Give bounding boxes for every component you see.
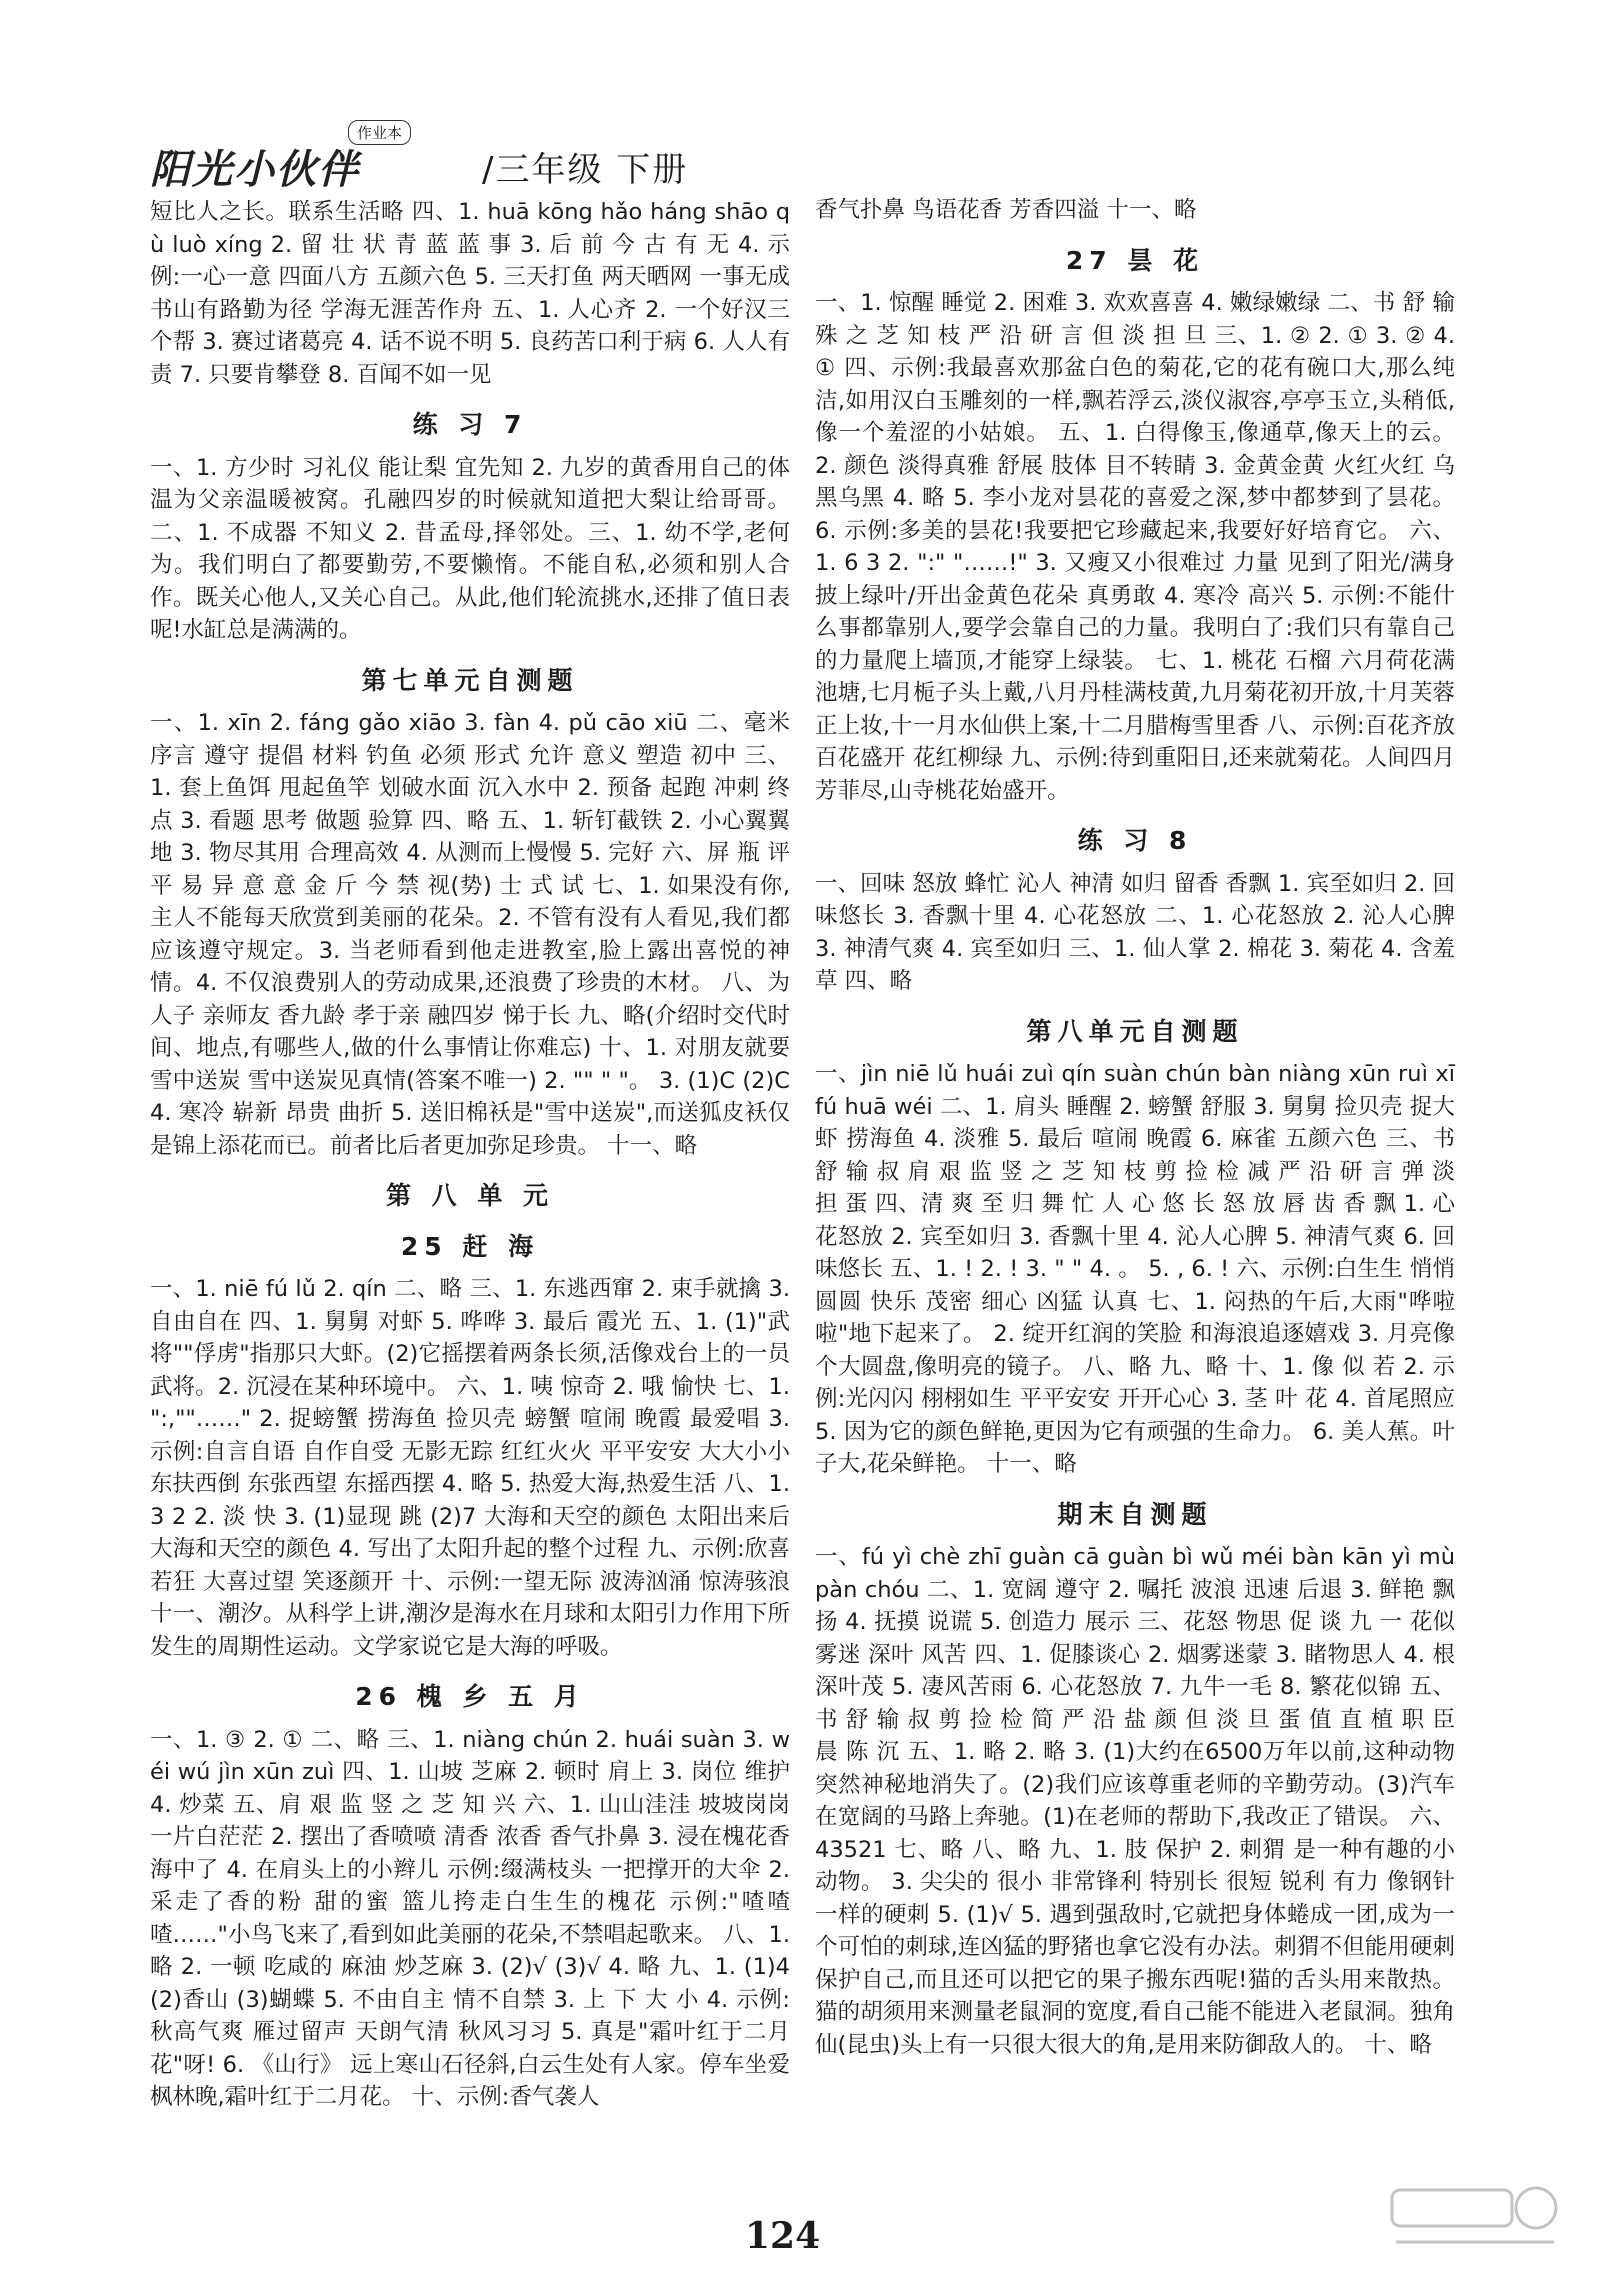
answer-paragraph: 一、jìn niē lǔ huái zuì qín suàn chún bàn niàng xūn ruì xī fú huā wéi 二、1. 肩头 睡醒 2. 螃蟹 舒服 3. 舅舅 捡贝壳 捉大虾 捞海鱼 4. 淡雅 5. 最后 喧闹 晚霞 6. 麻雀 五颜六色 三、书 舒 输 叔 肩 艰 监 竖 之 芝 知 枝 剪 捡 检 减 严 沿 研 言 弹 淡 担 蛋 四、清 爽 至 归 舞 忙 人 心 悠 长 怒 放 唇 齿 香 飘 1. 心花怒放 2. 宾至如归 3. 香飘十里 4. 沁人心脾 5. 神清气爽 6. 回味悠长 五、1. ! 2. ! 3. " " 4. 。 5. , 6. ! 六、示例:白生生 悄悄 圆圆 快乐 茂密 细心 凶猛 认真 七、1. 闷热的午后,大雨"哗啦啦"地下起来了。 2. 绽开红润的笑脸 和海浪追逐嬉戏 3. 月亮像个大圆盘,像明亮的镜子。 八、略 九、略 十、1. 像 似 若 2. 示例:光闪闪 栩栩如生 平平安安 开开心心 3. 茎 叶 花 4. 首尾照应 5. 因为它的颜色鲜艳,更因为它有顽强的生命力。 6. 美人蕉。叶子大,花朵鲜艳。 十一、略 (815, 1061, 1455, 1477)
page-header (150, 120, 1470, 193)
section-heading: 第八单元自测题 (1026, 1016, 1244, 1046)
section-heading: 练 习 8 (1077, 826, 1193, 855)
brand-logo: 阳光小伙伴 (150, 146, 360, 193)
left-column (150, 196, 790, 2114)
answer-paragraph: 短比人之长。联系生活略 四、1. huā kōng hǎo háng shāo qù luò xíng 2. 留 壮 状 青 蓝 蓝 事 3. 后 前 今 古 有 无 4. 示例:一心一意 四面八方 五颜六色 5. 三天打鱼 两天晒网 一事无成 书山有路勤为径 学海无涯苦作舟 五、1. 人心齐 2. 一个好汉三个帮 3. 赛过诸葛亮 4. 话不说不明 5. 良药苦口利于病 6. 人人有责 7. 只要肯攀登 8. 百闻不如一见 (150, 199, 790, 388)
section-heading: 期末自测题 (1057, 1499, 1213, 1529)
page-number: 124 (745, 2215, 821, 2257)
grade-label: /三年级 下册 (482, 150, 689, 190)
workbook-badge: 作业本 (348, 120, 411, 145)
section-heading: 第 八 单 元 (385, 1181, 555, 1210)
answer-paragraph: 一、1. 方少时 习礼仪 能让梨 宜先知 2. 九岁的黄香用自己的体温为父亲温暖被窝。孔融四岁的时候就知道把大梨让给哥哥。二、1. 不成器 不知义 2. 昔孟母,择邻处。三、1. 幼不学,老何为。我们明白了都要勤劳,不要懒惰。不能自私,必须和别人合作。既关心他人,又关心自己。从此,他们轮流挑水,还排了值日表呢!水缸总是满满的。 (150, 454, 790, 643)
section-heading: 25 赶 海 (400, 1231, 540, 1261)
section-heading: 26 槐 乡 五 月 (355, 1682, 585, 1711)
right-column (815, 194, 1455, 2061)
answer-paragraph: 一、回味 怒放 蜂忙 沁人 神清 如归 留香 香飘 1. 宾至如归 2. 回味悠长 3. 香飘十里 4. 心花怒放 二、1. 心花怒放 2. 沁人心脾 3. 神清气爽 4. 宾至如归 三、1. 仙人掌 2. 棉花 3. 菊花 4. 含羞草 四、略 (815, 870, 1455, 994)
answer-paragraph: 香气扑鼻 鸟语花香 芳香四溢 十一、略 (815, 197, 1197, 223)
watermark-logo (1386, 2180, 1561, 2260)
answer-paragraph: 一、fú yì chè zhī guàn cā guàn bì wǔ méi bàn kān yì mù pàn chóu 二、1. 宽阔 遵守 2. 嘱托 波浪 迅速 后退 3. 鲜艳 飘扬 4. 抚摸 说谎 5. 创造力 展示 三、花怒 物思 促 谈 九 一 花似 雾迷 深叶 风苦 四、1. 促膝谈心 2. 烟雾迷蒙 3. 睹物思人 4. 根深叶茂 5. 凄风苦雨 6. 心花怒放 7. 九牛一毛 8. 繁花似锦 五、书 舒 输 叔 剪 捡 检 简 严 沿 盐 颜 但 淡 旦 蛋 值 直 植 职 臣 晨 陈 沉 五、1. 略 2. 略 3. (1)大约在6500万年以前,这种动物突然神秘地消失了。(2)我们应该尊重老师的辛勤劳动。(3)汽车在宽阔的马路上奔驰。(1)在老师的帮助下,我改正了错误。 六、43521 七、略 八、略 九、1. 肢 保护 2. 刺猬 是一种有趣的小动物。 3. 尖尖的 很小 非常锋利 特别长 很短 锐利 有力 像钢针一样的硬刺 5. (1)√ 5. 遇到强敌时,它就把身体蜷成一团,成为一个可怕的刺球,连凶猛的野猪也拿它没有办法。刺猬不但能用硬刺保护自己,而且还可以把它的果子搬东西呢!猫的舌头用来散热。猫的胡须用来测量老鼠洞的宽度,看自己能不能进入老鼠洞。独角仙(昆虫)头上有一只很大很大的角,是用来防御敌人的。 十、略 (815, 1544, 1455, 2058)
answer-paragraph: 一、1. xīn 2. fáng gǎo xiāo 3. fàn 4. pǔ cāo xiū 二、毫米 序言 遵守 提倡 材料 钓鱼 必须 形式 允许 意义 塑造 初中 三、1. 套上鱼饵 甩起鱼竿 划破水面 沉入水中 2. 预备 起跑 冲刺 终点 3. 看题 思考 做题 验算 四、略 五、1. 斩钉截铁 2. 小心翼翼地 3. 物尽其用 合理高效 4. 从测而上慢慢 5. 完好 六、屏 瓶 评 平 易 异 意 意 金 斤 今 禁 视(势) 士 式 试 七、1. 如果没有你,主人不能每天欣赏到美丽的花朵。2. 不管有没有人看见,我们都应该遵守规定。3. 当老师看到他走进教室,脸上露出喜悦的神情。4. 不仅浪费别人的劳动成果,还浪费了珍贵的木材。 八、为人子 亲师友 香九龄 孝于亲 融四岁 悌于长 九、略(介绍时交代时间、地点,有哪些人,做的什么事情让你难忘) 十、1. 对朋友就要雪中送炭 雪中送炭见真情(答案不唯一) 2. "" " "。 3. (1)C (2)C 4. 寒冷 崭新 昂贵 曲折 5. 送旧棉袄是"雪中送炭",而送狐皮袄仅是锦上添花而已。前者比后者更加弥足珍贵。 十一、略 (150, 710, 790, 1159)
section-heading: 27 昙 花 (1065, 245, 1205, 275)
answer-paragraph: 一、1. niē fú lǔ 2. qín 二、略 三、1. 东逃西窜 2. 束手就擒 3. 自由自在 四、1. 舅舅 对虾 5. 哗哗 3. 最后 霞光 五、1. (1)"武将""俘虏"指那只大虾。(2)它摇摆着两条长须,活像戏台上的一员武将。2. 沉浸在某种环境中。 六、1. 咦 惊奇 2. 哦 愉快 七、1. ":,""……" 2. 捉螃蟹 捞海鱼 捡贝壳 螃蟹 喧闹 晚霞 最爱唱 3. 示例:自言自语 自作自受 无影无踪 红红火火 平平安安 大大小小 东扶西倒 东张西望 东摇西摆 4. 略 5. 热爱大海,热爱生活 八、1. 3 2 2. 淡 快 3. (1)显现 跳 (2)7 大海和天空的颜色 太阳出来后大海和天空的颜色 4. 写出了太阳升起的整个过程 九、示例:欣喜若狂 大喜过望 笑逐颜开 十、示例:一望无际 波涛汹涌 惊涛骇浪 十一、潮汐。从科学上讲,潮汐是海水在月球和太阳引力作用下所发生的周期性运动。文学家说它是大海的呼吸。 (150, 1276, 790, 1660)
answer-paragraph: 一、1. ③ 2. ① 二、略 三、1. niàng chún 2. huái suàn 3. wéi wú jìn xūn zuì 四、1. 山坡 芝麻 2. 顿时 肩上 3. 岗位 维护 4. 炒菜 五、肩 艰 监 竖 之 芝 知 兴 六、1. 山山洼洼 坡坡岗岗 一片白茫茫 2. 摆出了香喷喷 清香 浓香 香气扑鼻 3. 浸在槐花香海中了 4. 在肩头上的小辫儿 示例:缀满枝头 一把撑开的大伞 2. 采走了香的粉 甜的蜜 篮儿挎走白生生的槐花 示例:"喳喳喳……"小鸟飞来了,看到如此美丽的花朵,不禁唱起歌来。 八、1. 略 2. 一顿 吃咸的 麻油 炒芝麻 3. (2)√ (3)√ 4. 略 九、1. (1)4 (2)香山 (3)蝴蝶 5. 不由自主 情不自禁 3. 上 下 大 小 4. 示例:秋高气爽 雁过留声 天朗气清 秋风习习 5. 真是"霜叶红于二月花"呀! 6. 《山行》 远上寒山石径斜,白云生处有人家。停车坐爱枫林晚,霜叶红于二月花。 十、示例:香气袭人 (150, 1726, 790, 2110)
answer-paragraph: 一、1. 惊醒 睡觉 2. 困难 3. 欢欢喜喜 4. 嫩绿嫩绿 二、书 舒 输 殊 之 芝 知 枝 严 沿 研 言 但 淡 担 旦 三、1. ② 2. ① 3. ② 4. ① 四、示例:我最喜欢那盆白色的菊花,它的花有碗口大,那么纯洁,如用汉白玉雕刻的一样,飘若浮云,淡仪淑容,亭亭玉立,头稍低,像一个羞涩的小姑娘。 五、1. 白得像玉,像通草,像天上的云。 2. 颜色 淡得真雅 舒展 肢体 目不转睛 3. 金黄金黄 火红火红 乌黑乌黑 4. 略 5. 李小龙对昙花的喜爱之深,梦中都梦到了昙花。 6. 示例:多美的昙花!我要把它珍藏起来,我要好好培育它。 六、1. 6 3 2. ":" "……!" 3. 又瘦又小很难过 力量 见到了阳光/满身披上绿叶/开出金黄色花朵 真勇敢 4. 寒冷 高兴 5. 示例:不能什么事都靠别人,要学会靠自己的力量。我明白了:我们只有靠自己的力量爬上墙顶,才能穿上绿装。 七、1. 桃花 石榴 六月荷花满池塘,七月栀子头上戴,八月丹桂满枝黄,九月菊花初开放,十月芙蓉正上妆,十一月水仙供上案,十二月腊梅雪里香 八、示例:百花齐放 百花盛开 花红柳绿 九、示例:待到重阳日,还来就菊花。人间四月芳菲尽,山寺桃花始盛开。 (815, 290, 1455, 804)
section-heading: 第七单元自测题 (361, 665, 579, 695)
section-heading: 练 习 7 (412, 410, 528, 439)
